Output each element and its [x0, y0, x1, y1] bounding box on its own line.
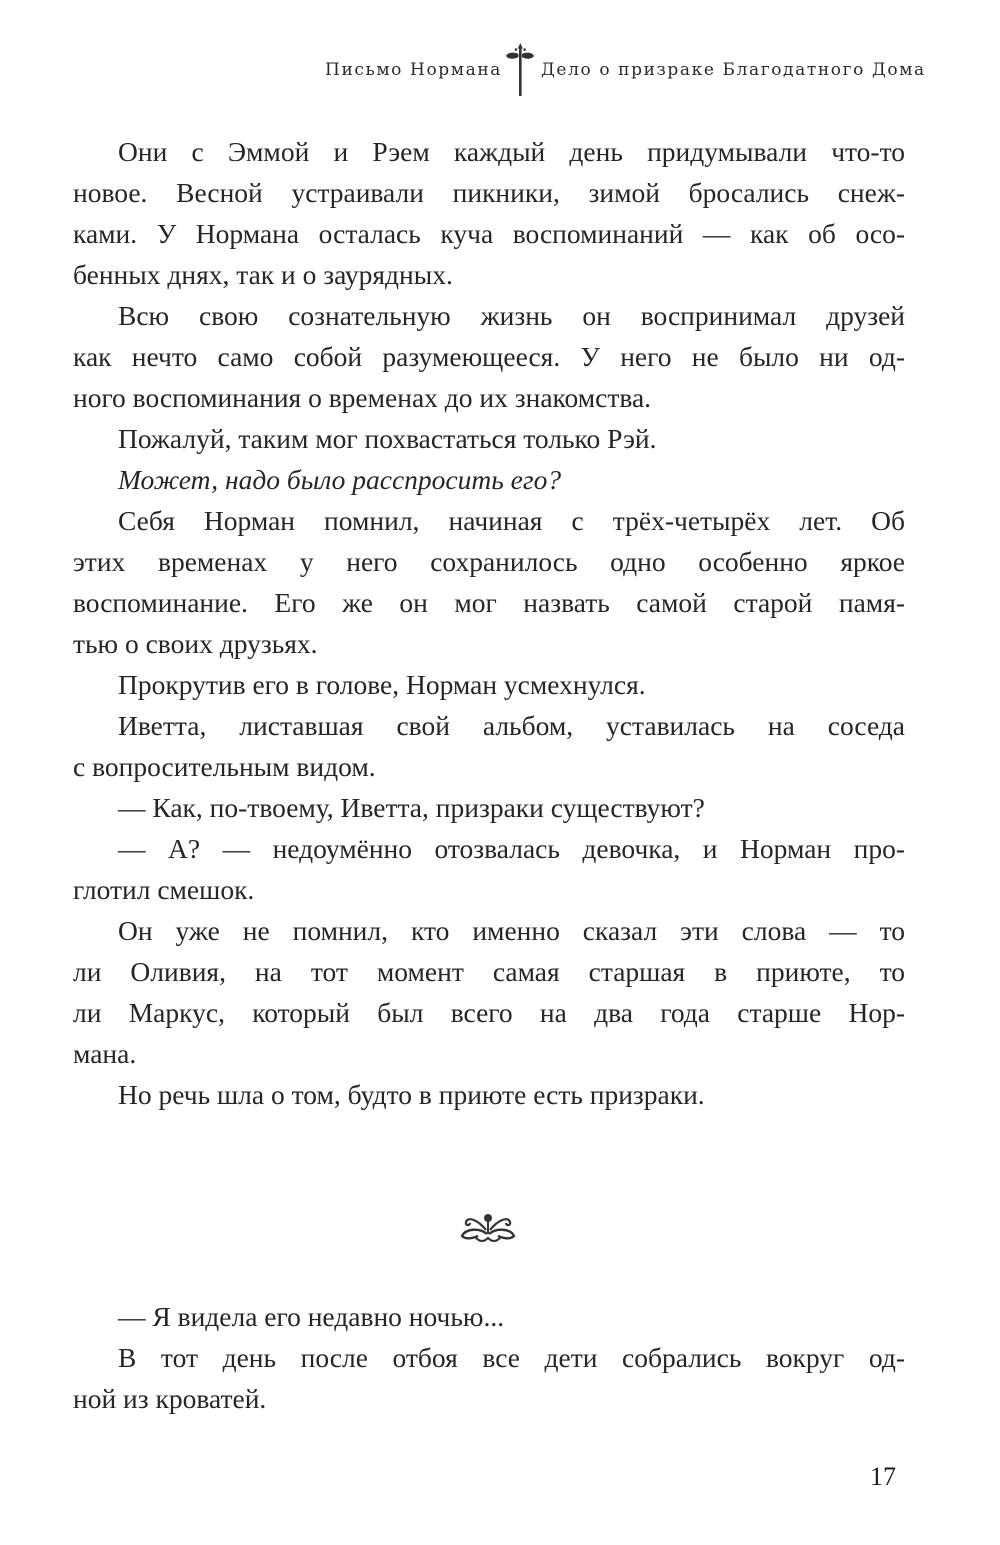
text-line: Прокрутив его в голове, Норман усмехнулся. — [118, 669, 646, 700]
text-line: ной из кроватей. — [73, 1383, 267, 1414]
text-line: с вопросительным видом. — [73, 751, 376, 782]
text-line: новое. Весной устраивали пикники, зимой бросались снеж- — [73, 177, 905, 208]
text-line: Пожалуй, таким мог похвастаться только Рэй. — [118, 423, 657, 454]
text-line: как нечто само собой разумеющееся. У него не было ни од- — [73, 341, 905, 372]
running-head-chapter-title: Дело о призраке Благодатного Дома — [541, 60, 926, 80]
text-line: мана. — [73, 1038, 137, 1069]
floral-stem-ornament-icon — [503, 42, 537, 96]
text-line: бенных днях, так и о заурядных. — [73, 259, 453, 290]
page-number: 17 — [870, 1462, 896, 1491]
text-line-italic-thought: Может, надо было расспросить его? — [118, 464, 562, 495]
text-line: Он уже не помнил, кто именно сказал эти слова — то — [118, 915, 905, 946]
text-line: Всю свою сознательную жизнь он воспринимал друзей — [118, 300, 905, 331]
text-line-dialogue: — Как, по-твоему, Иветта, призраки существуют? — [118, 792, 705, 823]
main-text-after-break — [73, 1296, 905, 1419]
text-line: ками. У Нормана осталась куча воспоминаний — как об осо- — [73, 218, 905, 249]
text-line-dialogue: — Я видела его недавно ночью... — [118, 1301, 505, 1332]
text-line: воспоминание. Его же он мог назвать самой старой памя- — [73, 587, 905, 618]
text-line: Иветта, листавшая свой альбом, уставилась на соседа — [118, 710, 905, 741]
running-head-book-title: Письмо Нормана — [325, 60, 502, 80]
text-line: ного воспоминания о временах до их знакомства. — [73, 382, 652, 413]
text-line: Себя Норман помнил, начиная с трёх-четырёх лет. Об — [118, 505, 905, 536]
text-line-dialogue: — А? — недоумённо отозвалась девочка, и Норман про- — [118, 833, 905, 864]
text-line: этих временах у него сохранилось одно особенно яркое — [73, 546, 905, 577]
text-line: Они с Эммой и Рэем каждый день придумывали что-то — [118, 136, 905, 167]
main-text — [73, 131, 905, 1115]
text-line: ли Маркус, который был всего на два года старше Нор- — [73, 997, 905, 1028]
running-head — [0, 42, 1000, 98]
text-line: Но речь шла о том, будто в приюте есть призраки. — [118, 1079, 705, 1110]
text-line: глотил смешок. — [73, 874, 255, 905]
text-line: В тот день после отбоя все дети собрались вокруг од- — [118, 1342, 905, 1373]
text-line: ли Оливия, на тот момент самая старшая в приюте, то — [73, 956, 905, 987]
fleuron-ornament-icon — [458, 1210, 518, 1246]
text-line: тью о своих друзьях. — [73, 628, 318, 659]
